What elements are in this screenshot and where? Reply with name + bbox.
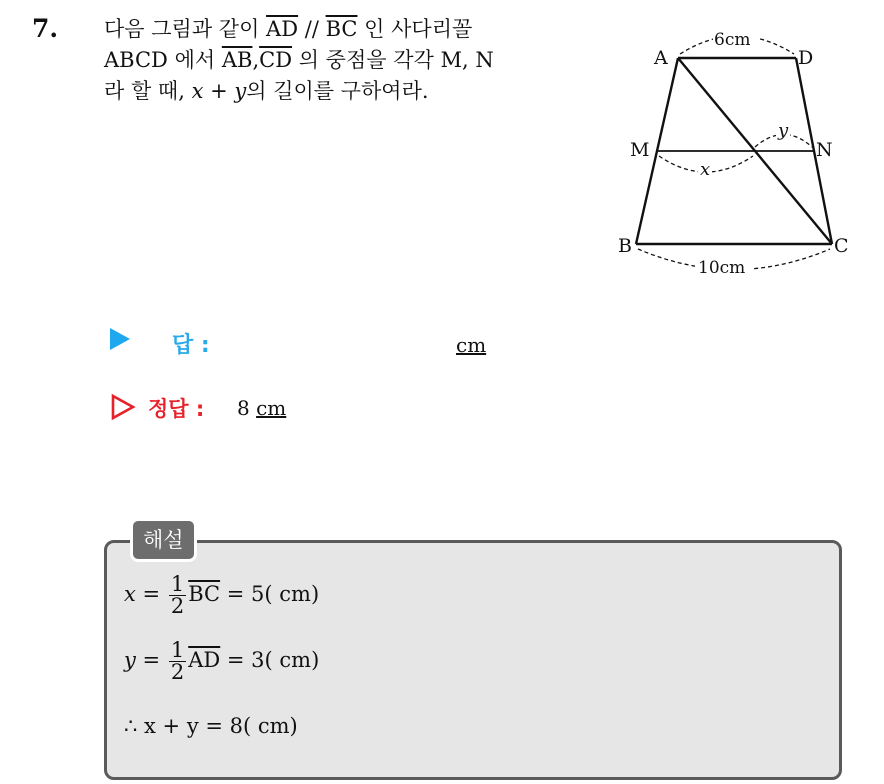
correct-answer-value: 8 cm bbox=[237, 396, 287, 420]
segment-ad: $\overline{AD}$ bbox=[266, 17, 299, 41]
expression-x-plus-y: x + y bbox=[191, 79, 247, 103]
solution-tag: 해설 bbox=[130, 518, 197, 562]
question-line-2: ABCD 에서 $\overline{AB},\overline{CD}$ 의 중점을 각각 M, N bbox=[104, 48, 494, 72]
question-line-3: 라 할 때, x + y의 길이를 구하여라. bbox=[104, 79, 429, 103]
top-length-label: 6cm bbox=[714, 30, 751, 50]
label-b: B bbox=[618, 235, 632, 257]
trapezoid-figure bbox=[612, 22, 858, 280]
label-c: C bbox=[834, 235, 849, 257]
play-arrow-icon bbox=[110, 328, 130, 350]
parallel-symbol: // bbox=[304, 17, 319, 41]
label-a: A bbox=[654, 47, 668, 69]
correct-answer-unit: cm bbox=[256, 396, 287, 420]
answer-marker bbox=[110, 328, 130, 364]
label-n: N bbox=[816, 139, 833, 161]
segment-cd: $\overline{CD}$ bbox=[259, 48, 293, 72]
fraction-one-half: $\frac{1}{2}$ bbox=[170, 572, 185, 618]
answer-label: 답 : bbox=[172, 333, 210, 358]
label-d: D bbox=[798, 47, 814, 69]
answer-unit[interactable]: cm bbox=[456, 333, 487, 357]
question-line-1: 다음 그림과 같이 $\overline{AD} // \overline{BC}$ 인 사다리꼴 bbox=[104, 17, 473, 41]
label-m: M bbox=[630, 139, 650, 161]
solution-equation-1: x = $\frac{1}{2}$ $\overline{BC} = 5$( cm) bbox=[124, 572, 320, 618]
fraction-one-half: $\frac{1}{2}$ bbox=[170, 638, 185, 684]
bottom-length-label: 10cm bbox=[698, 258, 746, 278]
question-number: 7. bbox=[32, 14, 59, 43]
solution-equation-2: y = $\frac{1}{2}$ $\overline{AD} = 3$( cm) bbox=[124, 638, 320, 684]
x-variable-label: x bbox=[700, 159, 711, 180]
segment-ab: $\overline{AB}$ bbox=[221, 48, 253, 72]
solution-equation-3: ∴ x + y = 8( cm) bbox=[124, 714, 298, 738]
y-variable-label: y bbox=[778, 120, 789, 141]
question-text bbox=[104, 14, 594, 107]
outline-triangle-icon bbox=[110, 393, 136, 421]
segment-bc: $\overline{BC}$ bbox=[325, 17, 358, 41]
correct-answer-label: 정답 : bbox=[148, 397, 205, 421]
